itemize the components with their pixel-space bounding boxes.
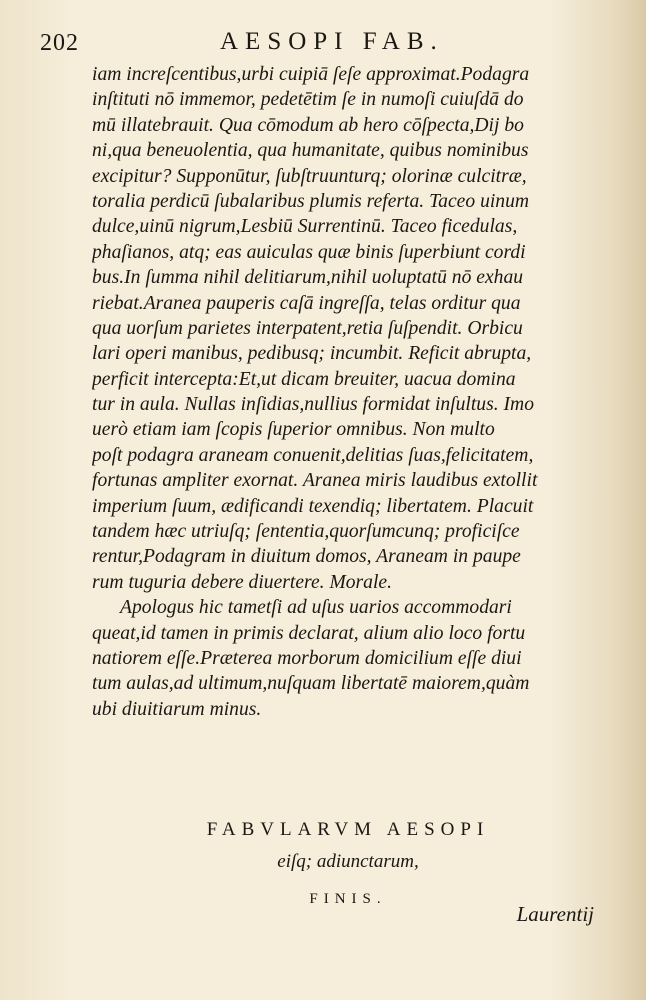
text-line: uerò etiam iam ſcopis ſuperior omnibus. Non multo [92,419,495,441]
text-line: imperium ſuum, ædificandi texendiq; libertatem. Placuit [92,495,534,517]
text-line: fortunas ampliter exornat. Aranea miris laudibus extollit [92,470,538,492]
text-line: excipitur? Supponūtur, ſubſtruunturq; olorinæ culcitræ, [92,165,527,187]
text-line: perficit intercepta:Et,ut dicam breuiter, uacua domina [92,368,516,390]
body-text [92,62,604,722]
running-head: AESOPI FAB. [220,28,444,55]
text-line: mū illatebrauit. Qua cōmodum ab hero cōſpecta,Dij bo [92,114,524,136]
page-number: 202 [40,30,79,56]
colophon-finis: FINIS. [309,891,387,907]
text-line: lari operi manibus, pedibusq; incumbit. Reficit abrupta, [92,343,532,365]
text-line: rentur,Podagram in diuitum domos, Araneam in paupe [92,546,521,568]
text-line: tandem hæc utriuſq; ſententia,quorſumcunq; proficiſce [92,521,520,543]
catchword: Laurentij [516,902,594,926]
colophon-subtitle: eiſq; adiunctarum, [277,851,419,872]
text-line: bus.In ſumma nihil delitiarum,nihil uoluptatū nō exhau [92,267,524,289]
text-line: ni,qua beneuolentia, qua humanitate, quibus nominibus [92,140,529,162]
text-line: Apologus hic tametſi ad uſus uarios accommodari [120,597,512,619]
colophon [92,816,604,910]
colophon-title: FABVLARVM AESOPI [206,819,490,840]
text-line: poſt podagra araneam conuenit,delitias ſuas,felicitatem, [92,444,534,466]
text-line: inſtituti nō immemor, pedetētim ſe in numoſi cuiuſdā do [92,89,524,111]
page-header [40,26,606,58]
text-line: iam increſcentibus,urbi cuipiā ſeſe approximat.Podagra [92,64,530,85]
text-line: riebat.Aranea pauperis caſā ingreſſa, telas orditur qua [92,292,521,314]
text-line: queat,id tamen in primis declarat, alium alio loco fortu [92,622,526,644]
text-line: qua uorſum parietes interpatent,retia ſuſpendit. Orbicu [92,317,523,339]
text-line: dulce,uinū nigrum,Lesbiū Surrentinū. Taceo ficedulas, [92,216,518,238]
text-line: rum tuguria debere diuertere. Morale. [92,571,393,593]
text-line: toralia perdicū ſubalaribus plumis referta. Taceo uinum [92,190,530,212]
text-line: natiorem eſſe.Præterea morborum domicilium eſſe diui [92,647,522,669]
text-line: phaſianos, atq; eas auiculas quæ binis ſuperbiunt cordi [92,241,526,263]
text-line: tum aulas,ad ultimum,nuſquam libertatē maiorem,quàm [92,673,530,695]
text-line: ubi diuitiarum minus. [92,698,262,720]
text-line: tur in aula. Nullas inſidias,nullius formidat inſultus. Imo [92,394,534,416]
